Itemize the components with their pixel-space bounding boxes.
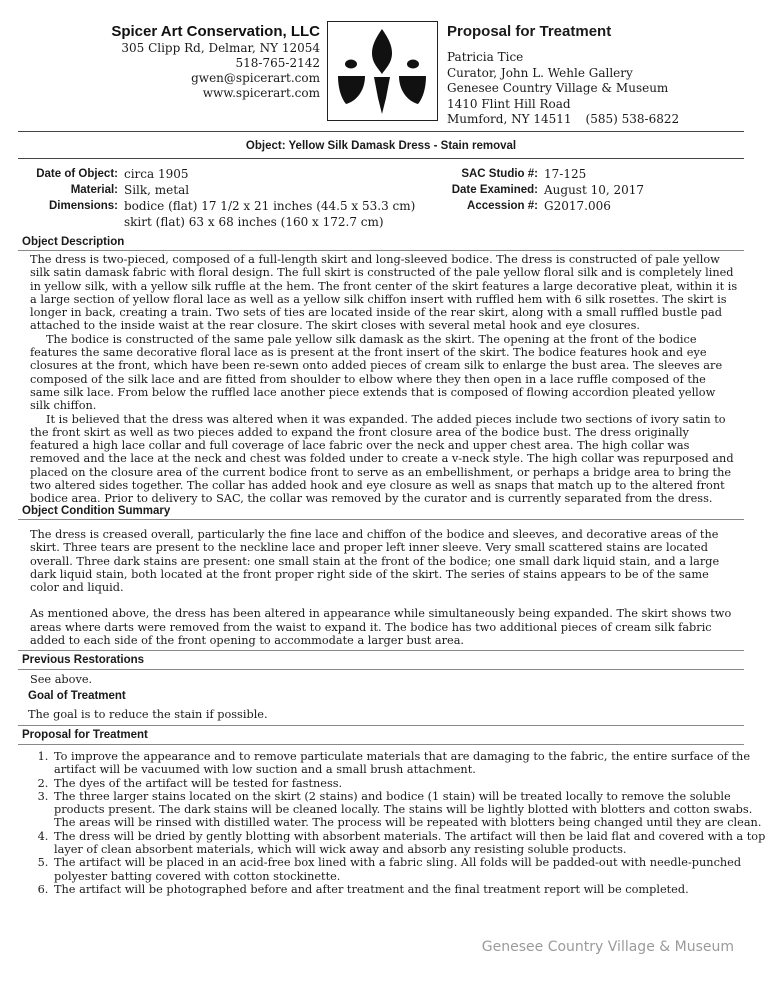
proposal-divider [18, 744, 744, 745]
description-text [30, 253, 738, 506]
restorations-heading: Previous Restorations [22, 654, 145, 666]
meta-accession-label: Accession #: [467, 200, 538, 212]
museum-watermark: Genesee Country Village & Museum [481, 939, 734, 955]
restorations-text: See above. [30, 673, 93, 686]
meta-examined-value: August 10, 2017 [544, 183, 645, 197]
proposal-list [24, 750, 768, 896]
condition-text [30, 528, 738, 647]
meta-examined-row [400, 182, 750, 198]
meta-dimensions-row [18, 198, 438, 230]
meta-accession-row [400, 198, 750, 214]
meta-dimensions-label: Dimensions: [48, 200, 118, 212]
meta-studio-label: SAC Studio #: [461, 168, 538, 180]
condition-heading: Object Condition Summary [22, 505, 171, 517]
meta-material-row [18, 182, 438, 198]
meta-date-row [18, 166, 438, 182]
recipient-phone: (585) 538-6822 [585, 112, 680, 126]
condition-paragraph-2: As mentioned above, the dress has been altered in appearance while simultaneously being expanded. The skirt shows two areas where darts were removed from the waist to expand it. The bodice has two additional pieces of cream silk fabric added to each side of the front opening to accommodate a larger bust area. [30, 607, 732, 648]
company-phone: 518-765-2142 [235, 56, 320, 70]
proposal-top-divider [18, 725, 744, 726]
meta-dimensions-values [124, 198, 438, 230]
recipient-name: Patricia Tice [447, 50, 524, 64]
proposal-item: 4. The dress will be dried by gently blotting with absorbent materials. The artifact will then be laid flat and covered with a top layer of clean absorbent materials, which will wick away and absorb any resisting soluble products. [52, 830, 768, 857]
recipient-city-line [447, 112, 747, 128]
goal-text: The goal is to reduce the stain if possible. [28, 708, 268, 721]
company-info [60, 22, 320, 101]
header-divider [18, 131, 744, 132]
recipient-role: Curator, John L. Wehle Gallery [447, 65, 633, 80]
proposal-item: 2. The dyes of the artifact will be tested for fastness. [52, 777, 768, 790]
meta-date-label: Date of Object: [36, 168, 118, 180]
proposal-item: 3. The three larger stains located on the skirt (2 stains) and bodice (1 stain) will be treated locally to remove the soluble products present. The dark stains will be cleaned locally. The stains will be lightly blotted with blotters and cotton swabs. The areas will be rinsed with distilled water. The process will be repeated with blotters being changed until they are clean. [52, 790, 768, 830]
proposal-item: 6. The artifact will be photographed before and after treatment and the final treatment report will be completed. [52, 883, 768, 896]
object-title: Object: Yellow Silk Damask Dress - Stain removal [245, 140, 517, 152]
condition-divider [18, 519, 744, 520]
meta-date-value: circa 1905 [124, 167, 189, 181]
meta-examined-label: Date Examined: [451, 184, 538, 196]
meta-studio-value: 17-125 [544, 167, 587, 181]
meta-material-value: Silk, metal [124, 183, 190, 197]
company-website[interactable]: www.spicerart.com [202, 86, 320, 100]
restorations-divider [18, 669, 744, 670]
company-address: 305 Clipp Rd, Delmar, NY 12054 [121, 41, 320, 55]
object-divider [18, 158, 744, 159]
proposal-heading: Proposal for Treatment [22, 729, 148, 741]
meta-dimensions-skirt: skirt (flat) 63 x 68 inches (160 x 172.7 cm) [124, 215, 384, 229]
meta-studio-row [400, 166, 750, 182]
proposal-item: 5. The artifact will be placed in an acid-free box lined with a fabric sling. All folds will be padded-out with needle-punched polyester batting covered with cotton stockinette. [52, 856, 768, 883]
recipient-street: 1410 Flint Hill Road [447, 96, 571, 111]
description-divider [18, 250, 744, 251]
description-paragraph-3: It is believed that the dress was altered when it was expanded. The added pieces include two sections of ivory satin to the front skirt as well as two pieces added to expand the front closure area of the bodice bust. The dress originally featured a high lace collar and full coverage of lace fabric over the neck and upper chest area. The high collar was removed and the lace at the neck and chest was folded under to create a v-neck style. The high collar was repurposed and placed on the closure area of the current bodice front to serve as an embellishment, or perhaps a bridge area to bring the two altered sides together. The collar has added hook and eye closure as well as snaps that match up to the altered front bodice area. Prior to delivery to SAC, the collar was removed by the curator and is currently separated from the dress. [30, 412, 734, 506]
description-paragraph-1: The dress is two-pieced, composed of a full-length skirt and long-sleeved bodice. The dress is constructed of pale yellow silk satin damask fabric with floral design. The full skirt is constructed of the pale yellow floral silk and is completely lined in yellow silk, with a yellow silk ruffle at the hem. The front center of the skirt features a large decorative pleat, within it is a large section of yellow floral lace as well as a yellow silk chiffon insert with ruffled hem with 6 silk rosettes. The skirt is longer in back, creating a train. Two sets of ties are located inside of the rear skirt, along with a small ruffled bustle pad attached to the inside waist at the rear closure. The skirt closes with several metal hook and eye closures. [30, 253, 738, 333]
goal-heading: Goal of Treatment [28, 690, 126, 702]
company-email[interactable]: gwen@spicerart.com [191, 71, 320, 85]
recipient-info [447, 22, 747, 128]
recipient-org: Genesee Country Village & Museum [447, 81, 669, 95]
restorations-top-divider [18, 650, 744, 651]
condition-paragraph-1: The dress is creased overall, particularly the fine lace and chiffon of the bodice and sleeves, and decorative areas of the skirt. Three tears are present to the neckline lace and proper left inner sleeve. Very small scattered stains are located overall. Three dark stains are present: one small stain at the front of the bodice; one small dark liquid stain, and a large dark liquid stain, both located at the front proper right side of the skirt. The series of stains appears to be of the same color and liquid. [30, 528, 720, 595]
fleur-de-lis-logo-icon [328, 22, 436, 119]
recipient-city: Mumford, NY 14511 [447, 112, 572, 126]
object-meta-left [18, 166, 438, 230]
object-meta-right [400, 166, 750, 214]
logo [327, 21, 438, 121]
description-paragraph-2: The bodice is constructed of the same pale yellow silk damask as the skirt. The opening at the front of the bodice features the same decorative floral lace as is present at the front insert of the skirt. The bodice features hook and eye closures at the front, which have been re-sewn onto added pieces of cream silk to enlarge the bust area. The sleeves are composed of the silk lace and are fitted from shoulder to elbow where they then open in a lace ruffle composed of the same silk lace. From below the ruffled lace another piece extends that is composed of flowing accordion pleated yellow silk chiffon. [30, 332, 723, 413]
meta-accession-value: G2017.006 [544, 199, 611, 213]
company-name: Spicer Art Conservation, LLC [111, 23, 320, 40]
meta-dimensions-bodice: bodice (flat) 17 1/2 x 21 inches (44.5 x 53.3 cm) [124, 199, 416, 213]
description-heading: Object Description [22, 236, 125, 248]
meta-material-label: Material: [70, 184, 118, 196]
proposal-title: Proposal for Treatment [447, 23, 612, 40]
proposal-item: 1. To improve the appearance and to remove particulate materials that are damaging to the fabric, the entire surface of the artifact will be vacuumed with low suction and a small brush attachment. [52, 750, 768, 777]
